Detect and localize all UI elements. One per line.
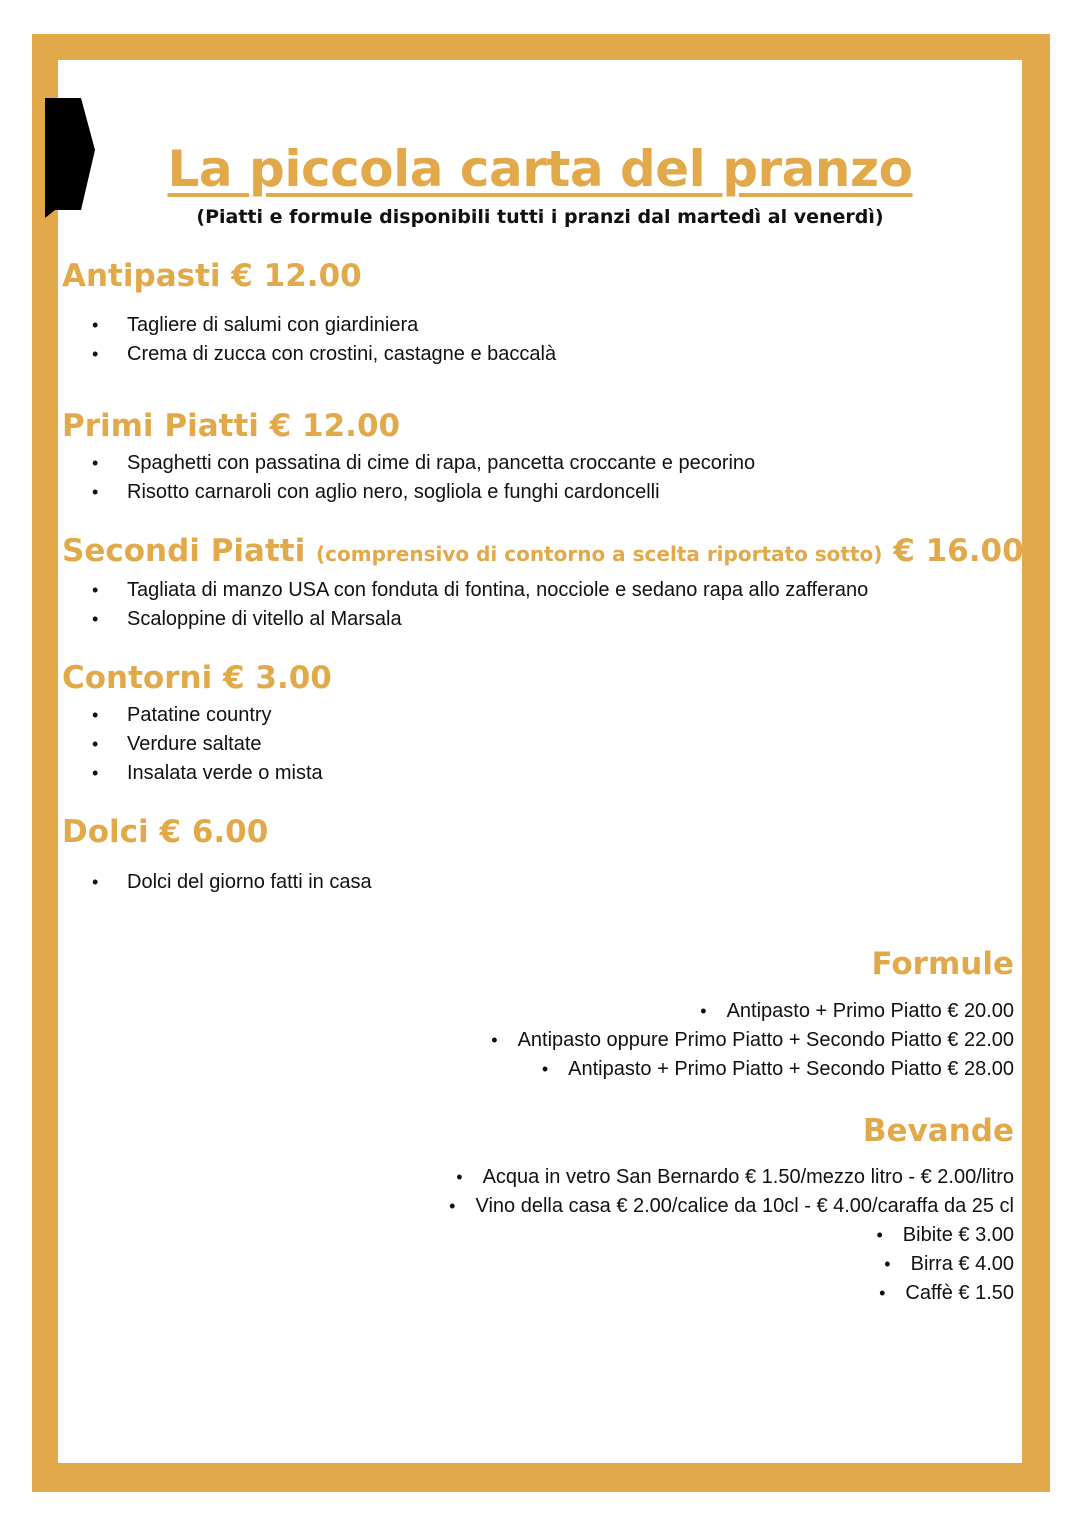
dolci-heading: Dolci € 6.00 — [62, 814, 269, 850]
list-item: • Crema di zucca con crostini, castagne e baccalà — [62, 340, 556, 369]
contorni-heading: Contorni € 3.00 — [62, 660, 332, 696]
list-item: • Risotto carnaroli con aglio nero, sogliola e funghi cardoncelli — [62, 478, 755, 507]
bullet-icon: • — [491, 1030, 498, 1050]
primi-list — [62, 449, 755, 507]
list-item-text: Antipasto oppure Primo Piatto + Secondo Piatto € 22.00 — [517, 1029, 1014, 1051]
secondi-heading-note: (comprensivo di contorno a scelta riportato sotto) — [316, 542, 883, 566]
list-item — [491, 1026, 1014, 1055]
formule-heading: Formule — [871, 946, 1014, 982]
list-item: • Tagliata di manzo USA con fonduta di fontina, nocciole e sedano rapa allo zafferano — [62, 576, 868, 605]
list-item — [491, 1055, 1014, 1084]
list-item — [449, 1192, 1014, 1221]
list-item: • Tagliere di salumi con giardiniera — [62, 311, 556, 340]
secondi-heading — [62, 533, 1024, 569]
bullet-icon: • — [700, 1001, 707, 1021]
list-item: • Insalata verde o mista — [62, 759, 323, 788]
list-item-text: Vino della casa € 2.00/calice da 10cl - € 4.00/caraffa da 25 cl — [475, 1195, 1014, 1217]
menu-title: La piccola carta del pranzo — [167, 140, 913, 198]
primi-heading: Primi Piatti € 12.00 — [62, 408, 401, 444]
list-item — [449, 1163, 1014, 1192]
antipasti-list — [62, 311, 556, 369]
bullet-icon: • — [884, 1254, 891, 1274]
bevande-list — [449, 1163, 1014, 1308]
list-item-text: Birra € 4.00 — [910, 1253, 1014, 1275]
secondi-heading-price: € 16.00 — [893, 533, 1024, 569]
secondi-list — [62, 576, 868, 634]
list-item: • Verdure saltate — [62, 730, 323, 759]
list-item-text: Bibite € 3.00 — [902, 1224, 1014, 1246]
bullet-icon: • — [456, 1167, 463, 1187]
bullet-icon: • — [449, 1196, 456, 1216]
list-item-text: Caffè € 1.50 — [905, 1282, 1014, 1304]
antipasti-heading: Antipasti € 12.00 — [62, 258, 362, 294]
list-item: • Dolci del giorno fatti in casa — [62, 868, 372, 897]
list-item-text: Antipasto + Primo Piatto € 20.00 — [726, 1000, 1014, 1022]
secondi-heading-label: Secondi Piatti — [62, 533, 306, 569]
bullet-icon: • — [876, 1225, 883, 1245]
list-item — [491, 997, 1014, 1026]
list-item: • Patatine country — [62, 701, 323, 730]
list-item — [449, 1279, 1014, 1308]
bevande-heading: Bevande — [862, 1113, 1014, 1149]
formule-list — [491, 997, 1014, 1084]
contorni-list — [62, 701, 323, 788]
list-item-text: Acqua in vetro San Bernardo € 1.50/mezzo litro - € 2.00/litro — [482, 1166, 1014, 1188]
dolci-list — [62, 868, 372, 897]
list-item — [449, 1250, 1014, 1279]
list-item — [449, 1221, 1014, 1250]
bullet-icon: • — [541, 1059, 549, 1079]
list-item-text: Antipasto + Primo Piatto + Secondo Piatto € 28.00 — [568, 1058, 1014, 1080]
list-item: • Spaghetti con passatina di cime di rapa, pancetta croccante e pecorino — [62, 449, 755, 478]
bullet-icon: • — [879, 1283, 886, 1303]
list-item: • Scaloppine di vitello al Marsala — [62, 605, 868, 634]
menu-subtitle: (Piatti e formule disponibili tutti i pranzi dal martedì al venerdì) — [196, 206, 884, 228]
